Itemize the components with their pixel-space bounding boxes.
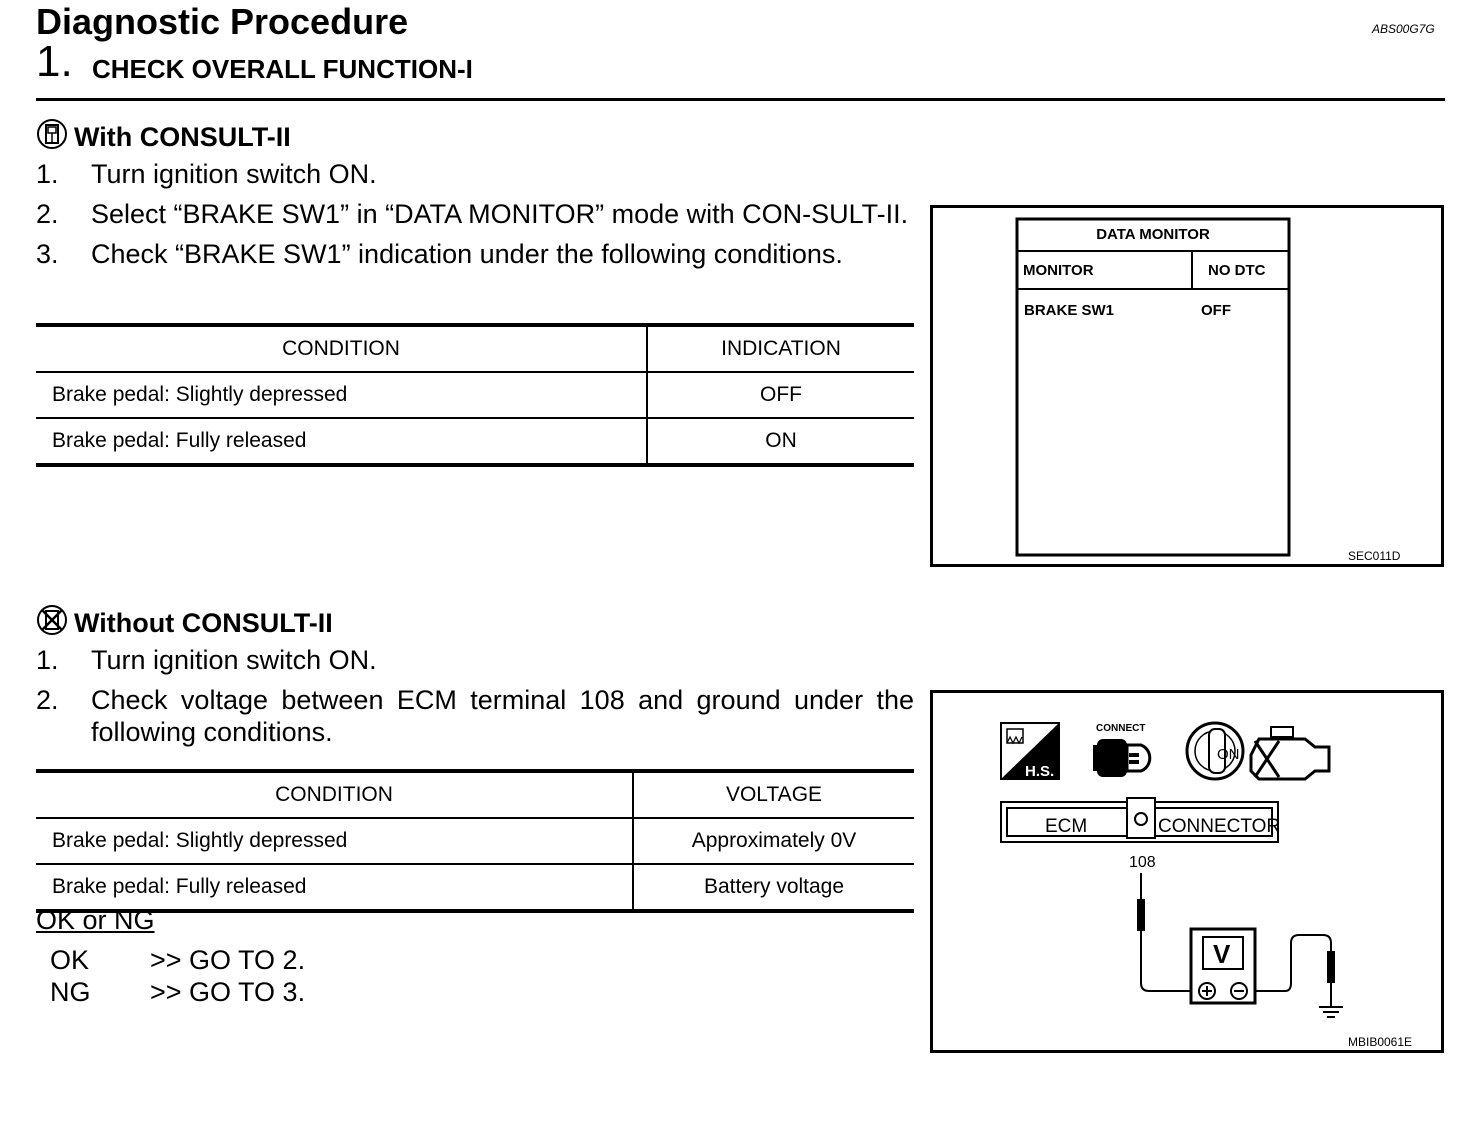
monitor-item-value: OFF (1201, 302, 1231, 319)
table-cell: ON (647, 418, 914, 465)
terminal-label: 108 (1129, 854, 1156, 871)
consult-steps (36, 158, 914, 278)
table-header-row (36, 771, 914, 818)
table-cell: Approximately 0V (633, 818, 914, 864)
table-cell: Brake pedal: Slightly depressed (52, 383, 348, 406)
connect-label: CONNECT (1096, 723, 1146, 734)
list-item: 3. Check “BRAKE SW1” indication under the following conditions. (36, 239, 843, 269)
screen-title: DATA MONITOR (1096, 226, 1210, 243)
header-divider (36, 98, 1445, 101)
consult-heading-text: With CONSULT-II (74, 122, 291, 152)
ecm-label: ECM (1045, 816, 1088, 837)
figure-id: MBIB0061E (1348, 1035, 1413, 1049)
no-consult-heading-text: Without CONSULT-II (74, 608, 333, 638)
no-consult-heading (36, 604, 333, 643)
column-header: CONDITION (282, 337, 400, 360)
monitor-column-label: MONITOR (1023, 262, 1094, 279)
ok-ng-heading: OK or NG (36, 905, 155, 935)
table-cell: Brake pedal: Slightly depressed (52, 829, 348, 852)
table-cell: OFF (647, 372, 914, 418)
table-row (36, 864, 914, 911)
no-consult-icon (36, 604, 68, 643)
voltage-table (36, 769, 914, 913)
connector-label: CONNECTOR (1158, 816, 1281, 837)
document-id: ABS00G7G (1372, 22, 1435, 36)
data-monitor-figure (930, 205, 1444, 567)
connector-icon (1093, 739, 1150, 777)
status-column-label: NO DTC (1208, 262, 1266, 279)
table-row (36, 372, 914, 418)
list-item: 2. Select “BRAKE SW1” in “DATA MONITOR” mode with CON-SULT-II. (36, 199, 909, 229)
list-item: 2. Check voltage between ECM terminal 108 and ground under the following conditions. (36, 685, 914, 747)
column-header: VOLTAGE (633, 771, 914, 818)
engine-icon (1251, 727, 1329, 779)
table-row (36, 418, 914, 465)
ground-icon (1319, 1007, 1343, 1017)
meter-label: V (1213, 939, 1231, 969)
result-ok: OK >> GO TO 2. (50, 945, 306, 975)
on-label: ON (1217, 746, 1240, 763)
consult-heading (36, 118, 291, 157)
indication-table (36, 323, 914, 467)
list-item: 1. Turn ignition switch ON. (36, 159, 377, 189)
list-item: 1. Turn ignition switch ON. (36, 645, 377, 675)
step-title: CHECK OVERALL FUNCTION-I (92, 54, 473, 84)
table-row (36, 818, 914, 864)
page-title: Diagnostic Procedure (36, 1, 409, 42)
column-header: INDICATION (647, 325, 914, 372)
hs-label: H.S. (1025, 763, 1055, 780)
consult-icon (36, 118, 68, 157)
step-number: 1. (36, 37, 73, 86)
figure-id: SEC011D (1348, 549, 1401, 563)
table-cell: Brake pedal: Fully released (52, 875, 307, 898)
monitor-item-name: BRAKE SW1 (1024, 302, 1115, 319)
column-header: CONDITION (275, 783, 393, 806)
table-cell: Battery voltage (633, 864, 914, 911)
table-cell: Brake pedal: Fully released (52, 429, 307, 452)
no-consult-steps (36, 644, 914, 756)
table-header-row (36, 325, 914, 372)
result-ng: NG >> GO TO 3. (50, 977, 306, 1007)
voltage-check-figure (930, 690, 1444, 1053)
